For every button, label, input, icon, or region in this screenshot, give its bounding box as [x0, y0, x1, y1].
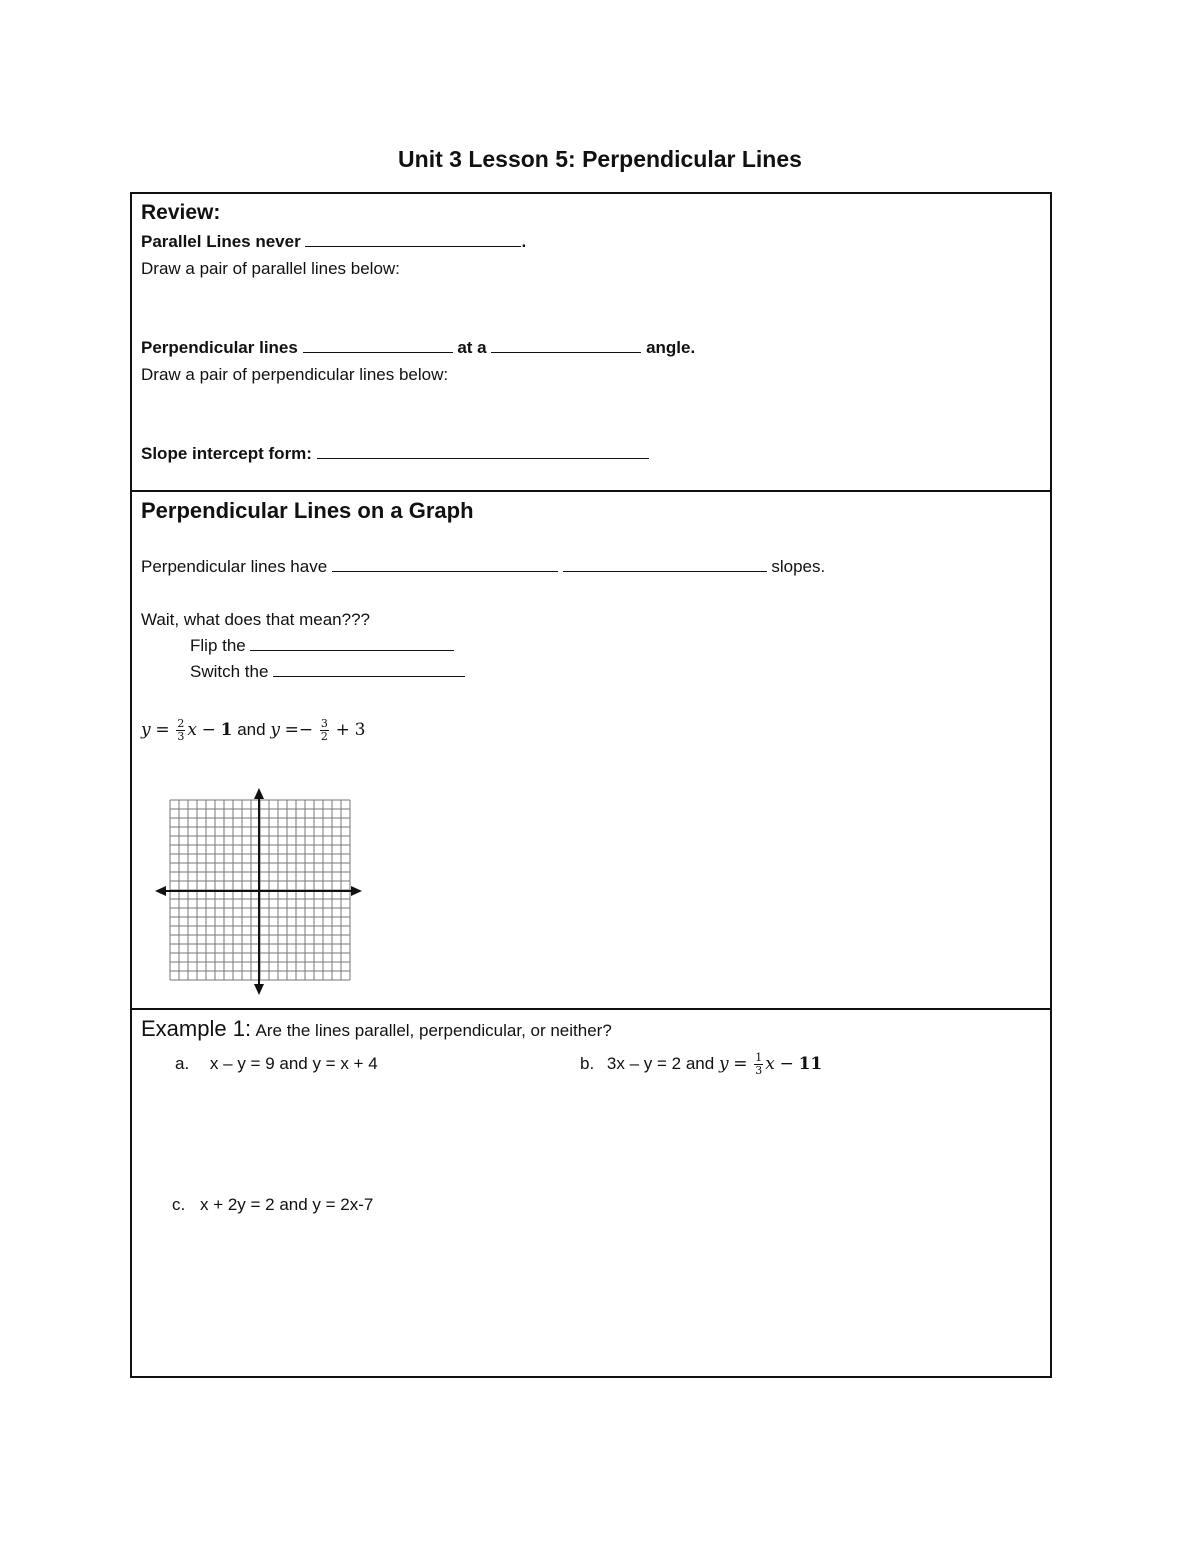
perp-blank-1[interactable] [303, 338, 453, 353]
slopes-blank-2[interactable] [563, 557, 767, 572]
example-c-text: x + 2y = 2 and y = 2x-7 [199, 1195, 374, 1214]
eq-plus: + [335, 720, 350, 740]
eq-frac1-num: 2 [177, 717, 185, 731]
eq-fraction-2 [320, 718, 329, 743]
eq-y1: y [141, 720, 151, 740]
parallel-prompt [141, 232, 526, 252]
example-question: Are the lines parallel, perpendicular, or neither? [255, 1021, 612, 1040]
draw-parallel-instruction: Draw a pair of parallel lines below: [141, 259, 400, 278]
parallel-prefix: Parallel Lines never [141, 232, 301, 251]
review-heading: Review: [141, 201, 221, 224]
perp-prefix: Perpendicular lines [141, 338, 298, 357]
perpendicular-prompt [141, 338, 695, 358]
parallel-suffix: . [521, 232, 527, 251]
slope-form-label: Slope intercept form: [141, 444, 312, 463]
eq-x1: x [187, 720, 197, 740]
example-a-label: a. [175, 1054, 190, 1073]
flip-label: Flip the [190, 636, 246, 655]
example-ab-work-area[interactable] [175, 1085, 1035, 1185]
eq-one: 1 [220, 720, 233, 740]
example-c [172, 1195, 373, 1215]
example-b-minus: − [779, 1054, 794, 1074]
eq-frac1-den: 3 [177, 730, 185, 744]
perpendicular-drawing-area[interactable] [141, 392, 741, 442]
perp-mid: at a [457, 338, 487, 357]
eq-fraction-1 [176, 718, 185, 743]
example-b-fraction [754, 1052, 763, 1077]
example-a-text: x – y = 9 and y = x + 4 [209, 1054, 378, 1073]
page-title: Unit 3 Lesson 5: Perpendicular Lines [398, 146, 802, 172]
equation-pair [141, 712, 365, 748]
coordinate-grid[interactable] [150, 783, 370, 1003]
wait-question: Wait, what does that mean??? [141, 610, 371, 629]
example-b-equals: = [733, 1054, 748, 1074]
x-axis-left-arrow-icon [155, 886, 166, 896]
example-b-y: y [718, 1054, 729, 1074]
switch-label: Switch the [190, 662, 269, 681]
example-c-work-area[interactable] [172, 1225, 1032, 1365]
graph-section-heading: Perpendicular Lines on a Graph [141, 498, 474, 523]
y-axis-down-arrow-icon [254, 984, 264, 995]
example-b-eleven: 11 [798, 1054, 823, 1074]
switch-prompt [190, 662, 465, 682]
draw-perpendicular-instruction: Draw a pair of perpendicular lines below: [141, 365, 449, 384]
example-b-frac-num: 1 [755, 1051, 763, 1065]
perp-suffix: angle. [646, 338, 696, 357]
example-b [580, 1046, 822, 1082]
slopes-suffix: slopes. [771, 557, 826, 576]
slopes-prompt [141, 557, 825, 577]
slope-form-prompt [141, 444, 649, 464]
parallel-blank[interactable] [305, 232, 521, 247]
slopes-blank-1[interactable] [332, 557, 558, 572]
eq-and: and [237, 720, 266, 739]
perp-blank-2[interactable] [491, 338, 641, 353]
flip-blank[interactable] [250, 636, 454, 651]
eq-equals-neg: =− [284, 720, 314, 740]
eq-y2: y [270, 720, 280, 740]
eq-minus: − [201, 720, 216, 740]
y-axis-up-arrow-icon [254, 788, 264, 799]
parallel-drawing-area[interactable] [141, 285, 741, 335]
slopes-prefix: Perpendicular lines have [141, 557, 328, 576]
example-c-label: c. [172, 1195, 186, 1214]
switch-blank[interactable] [273, 662, 465, 677]
example-b-frac-den: 3 [755, 1064, 763, 1078]
example-b-label: b. [580, 1054, 595, 1073]
eq-equals-1: = [155, 720, 170, 740]
eq-frac2-den: 2 [320, 730, 328, 744]
x-axis-right-arrow-icon [351, 886, 362, 896]
example-label: Example 1: [141, 1016, 252, 1041]
eq-three: 3 [354, 720, 366, 740]
slope-form-blank[interactable] [317, 444, 649, 459]
example-a [175, 1054, 378, 1074]
example-heading [141, 1016, 612, 1042]
example-b-x: x [765, 1054, 775, 1074]
eq-frac2-num: 3 [320, 717, 328, 731]
flip-prompt [190, 636, 454, 656]
example-b-text: 3x – y = 2 and [606, 1054, 715, 1073]
